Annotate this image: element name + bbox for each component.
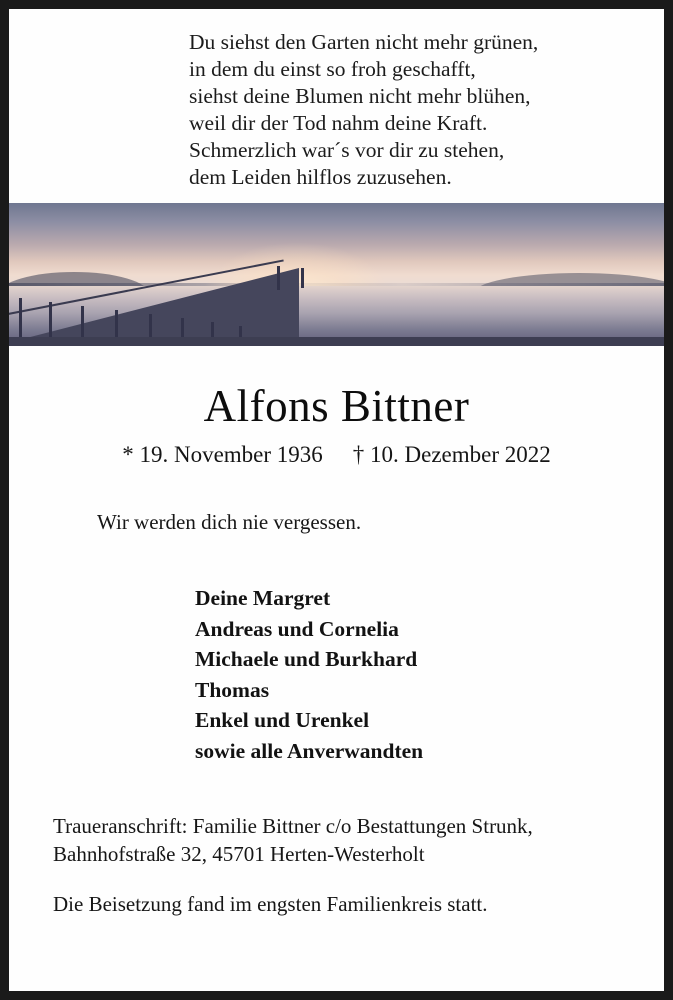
life-dates (9, 442, 664, 468)
farewell-message: Wir werden dich nie vergessen. (97, 510, 362, 534)
footer-block (9, 766, 664, 918)
mourning-address-line-1: Traueranschrift: Familie Bittner c/o Bestattungen Strunk, (53, 814, 533, 838)
footer-spacer (53, 868, 644, 890)
funeral-notice: Die Beisetzung fand im engsten Familienkreis statt. (53, 892, 488, 916)
poem-line: dem Leiden hilflos zuzusehen. (189, 165, 452, 189)
photo-bottom-band (9, 337, 664, 346)
death-date: † 10. Dezember 2022 (352, 442, 551, 467)
name-block (9, 346, 664, 468)
family-line: Enkel und Urenkel (195, 708, 370, 732)
poem-line: in dem du einst so froh geschafft, (189, 57, 476, 81)
family-block (9, 535, 664, 766)
family-line: Deine Margret (195, 586, 331, 610)
poem-block (9, 9, 664, 203)
obituary-inner (9, 9, 664, 991)
poem-line: Schmerzlich war´s vor dir zu stehen, (189, 138, 505, 162)
poem-line: siehst deine Blumen nicht mehr blühen, (189, 84, 531, 108)
standalone-post (277, 266, 280, 290)
family-line: Thomas (195, 677, 270, 702)
deceased-name: Alfons Bittner (203, 381, 470, 431)
family-line: sowie alle Anverwandten (195, 738, 424, 763)
family-line: Andreas und Cornelia (195, 616, 399, 641)
poem-line: weil dir der Tod nahm deine Kraft. (189, 111, 488, 135)
pier-deck (9, 260, 303, 344)
standalone-post (301, 268, 304, 288)
family-line: Michaele und Burkhard (195, 647, 418, 671)
poem-line: Du siehst den Garten nicht mehr grünen, (189, 30, 539, 54)
mourning-address-line-2: Bahnhofstraße 32, 45701 Herten-Westerholt (53, 842, 425, 866)
jetty-at-lake-sunset-photo (9, 203, 664, 346)
birth-date: * 19. November 1936 (122, 442, 323, 467)
